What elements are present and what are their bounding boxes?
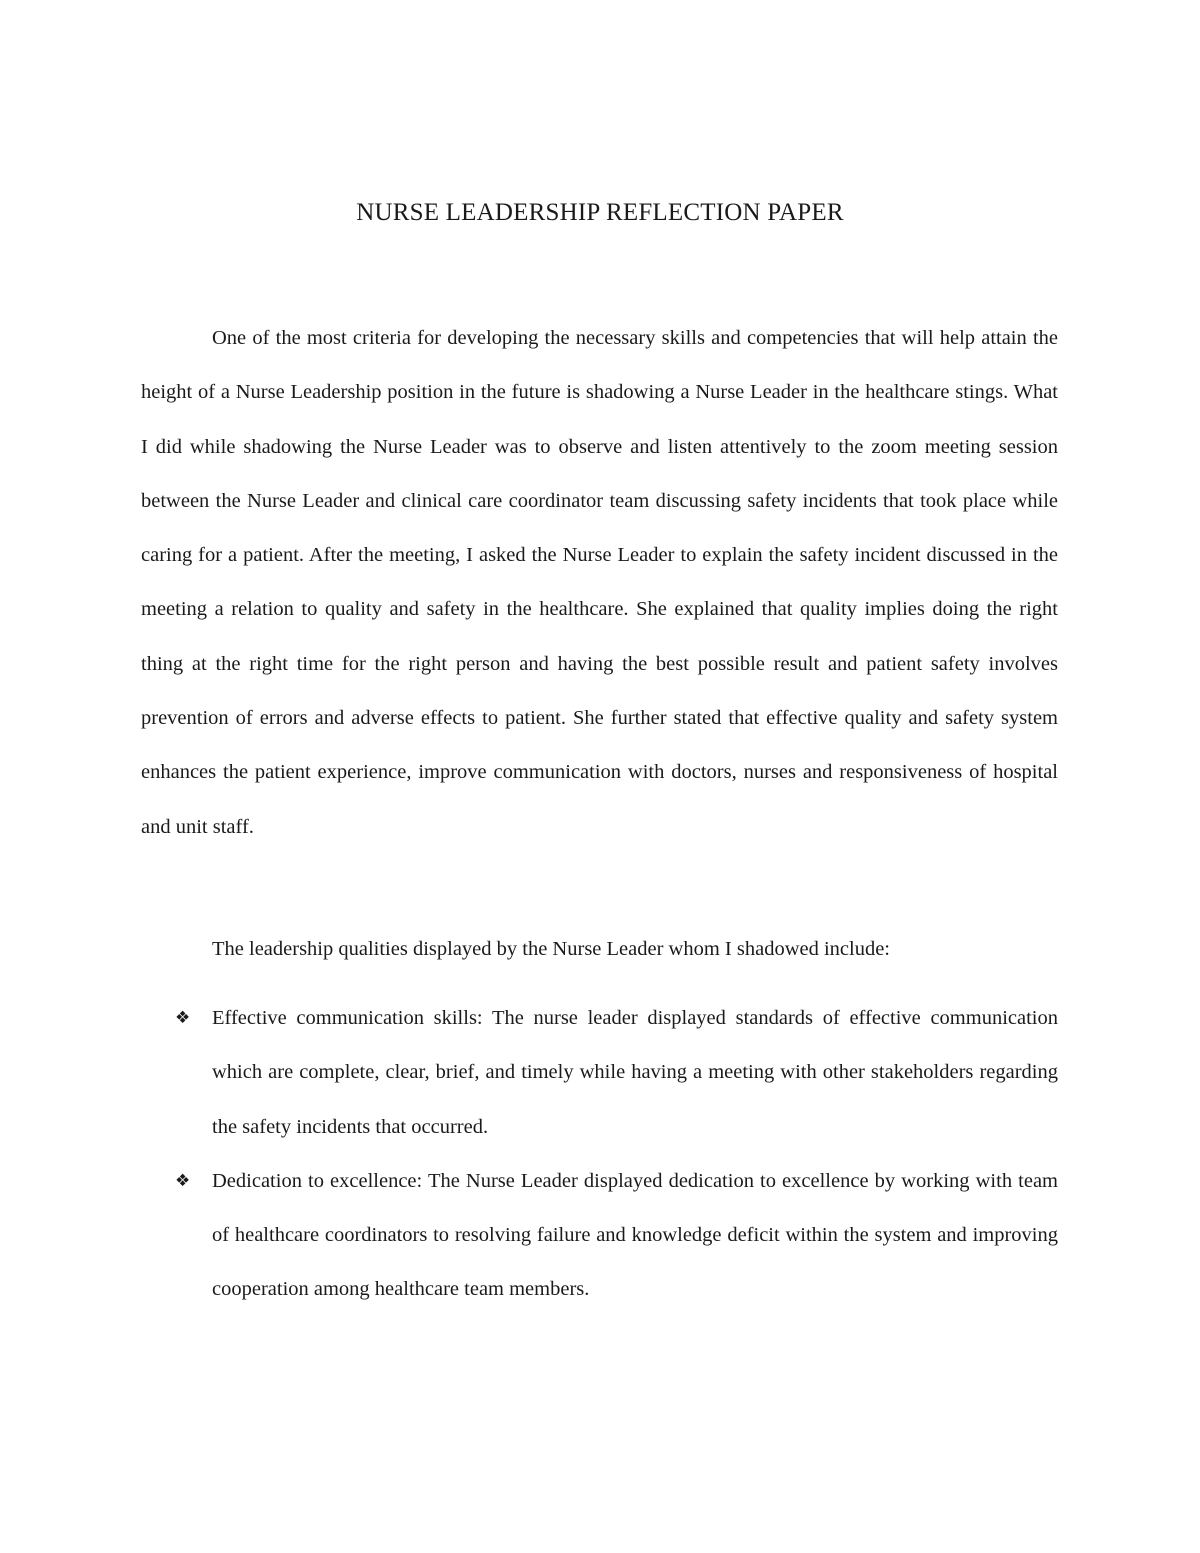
list-item	[141, 991, 1058, 1154]
list-item	[141, 1154, 1058, 1317]
diamond-bullet-icon: ❖	[175, 1170, 191, 1191]
list-item-text: Effective communication skills: The nurse leader displayed standards of effective communication which are complete, clear, brief, and timely while having a meeting with other stakeholders regarding the safety incidents that occurred.	[212, 1007, 1058, 1138]
diamond-bullet-icon: ❖	[175, 1008, 191, 1028]
paragraph-intro: One of the most criteria for developing the necessary skills and competencies that will help attain the height of a Nurse Leadership position in the future is shadowing a Nurse Leader in the healthcare stings. What I did while shadowing the Nurse Leader was to observe and listen attentively to the zoom meeting session between the Nurse Leader and clinical care coordinator team discussing safety incidents that took place while caring for a patient. After the meeting, I asked the Nurse Leader to explain the safety incident discussed in the meeting a relation to quality and safety in the healthcare. She explained that quality implies doing the right thing at the right time for the right person and having the best possible result and patient safety involves prevention of errors and adverse effects to patient. She further stated that effective quality and safety system enhances the patient experience, improve communication with doctors, nurses and responsiveness of hospital and unit staff.	[141, 327, 1058, 838]
page-title: NURSE LEADERSHIP REFLECTION PAPER	[356, 199, 844, 226]
list-item-text: Dedication to excellence: The Nurse Leader displayed dedication to excellence by working with team of healthcare coordinators to resolving failure and knowledge deficit within the system and improving cooperation among healthcare team members.	[212, 1169, 1058, 1301]
qualities-list	[141, 991, 1058, 1317]
paragraph-qualities-lead: The leadership qualities displayed by the Nurse Leader whom I shadowed include:	[212, 938, 891, 960]
